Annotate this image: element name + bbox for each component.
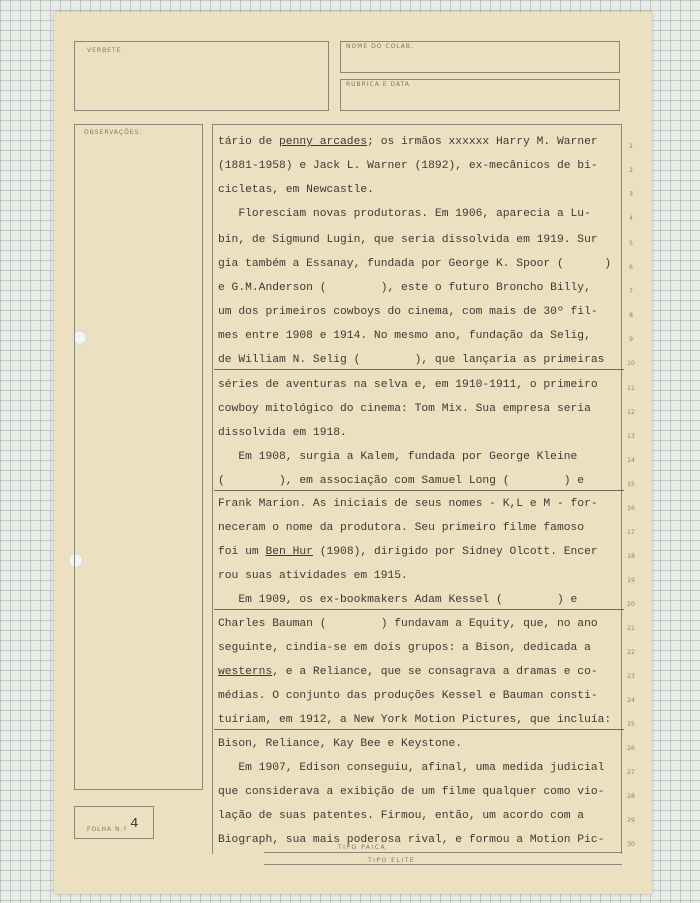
typed-line-22: seguinte, cindia-se em dois grupos: a Bison, dedicada a [218,642,591,654]
typed-line-6: gia também a Essanay, fundada por George K. Spoor ( ) [218,258,612,270]
typed-line-16: Frank Marion. As iniciais de seus nomes - K,L e M - for- [218,498,598,510]
line-number: 7 [629,288,633,295]
line-number: 26 [627,745,635,752]
rubrica-data-label: RUBRICA E DATA [346,81,410,88]
line-number: 25 [627,721,635,728]
typed-line-25: tuíriam, em 1912, a New York Motion Pictures, que incluía: [218,714,612,726]
line-number: 3 [629,191,633,198]
line-number: 6 [629,264,633,271]
typed-line-7: e G.M.Anderson ( ), este o futuro Broncho Billy, [218,282,591,294]
line-number: 12 [627,409,635,416]
line-number: 20 [627,601,635,608]
line-number: 4 [629,215,633,222]
typed-line-10: de William N. Selig ( ), que lançaria as primeiras [218,354,605,366]
typed-line-2: (1881-1958) e Jack L. Warner (1892), ex-mecânicos de bi- [218,160,598,172]
typed-line-14: Em 1908, surgia a Kalem, fundada por George Kleine [218,451,578,463]
nome-colab-label: NOME DO COLAB. [346,43,414,50]
text-top-line [212,124,622,125]
line-number: 15 [627,481,635,488]
line-number: 21 [627,625,635,632]
tipo-elite-label: TIPO ELITE [368,857,416,864]
line-number: 11 [627,385,635,392]
line-number: 18 [627,553,635,560]
text-right-margin-line [621,124,622,854]
footer-line-paica [264,852,622,853]
typed-line-1: tário de penny arcades; os irmãos xxxxxx Harry M. Warner [218,136,598,148]
typed-line-21: Charles Bauman ( ) fundavam a Equity, que, no ano [218,618,598,630]
line-number: 28 [627,793,635,800]
typed-line-19: rou suas atividades em 1915. [218,570,408,582]
line-number: 1 [629,143,633,150]
line-number: 8 [629,312,633,319]
typed-line-29: lação de suas patentes. Firmou, então, um acordo com a [218,810,585,822]
text-left-margin-line [212,124,213,854]
observacoes-box[interactable] [74,124,203,790]
typed-line-12: cowboy mitológico do cinema: Tom Mix. Sua empresa seria [218,403,591,415]
line-number: 14 [627,457,635,464]
typed-line-18: foi um Ben Hur (1908), dirigido por Sidney Olcott. Encer [218,546,598,558]
line-number: 9 [629,336,633,343]
line-number: 5 [629,240,633,247]
tipo-paica-label: TIPO PAICA [338,844,387,851]
line-number: 23 [627,673,635,680]
typed-line-8: um dos primeiros cowboys do cinema, com mais de 30º fil- [218,306,598,318]
folha-label: FOLHA N.º [87,826,128,833]
typed-line-17: neceram o nome da produtora. Seu primeiro filme famoso [218,522,585,534]
typed-line-20: Em 1909, os ex-bookmakers Adam Kessel ( ) e [218,594,578,606]
typed-separator [214,490,624,491]
observacoes-label: OBSERVAÇÕES: [84,129,143,136]
folha-box [74,806,154,839]
verbete-label: VERBETE [87,47,122,54]
line-number: 22 [627,649,635,656]
typed-separator [214,609,624,610]
line-number: 16 [627,505,635,512]
line-number: 30 [627,841,635,848]
typed-line-26: Bison, Reliance, Kay Bee e Keystone. [218,738,463,750]
line-number: 17 [627,529,635,536]
line-number: 13 [627,433,635,440]
typed-line-27: Em 1907, Edison conseguiu, afinal, uma medida judicial [218,762,605,774]
line-number: 24 [627,697,635,704]
footer-line-elite [264,864,622,865]
typed-line-23: westerns, e a Reliance, que se consagrava a dramas e co- [218,666,598,678]
typed-line-11: séries de aventuras na selva e, em 1910-1911, o primeiro [218,379,598,391]
line-number: 27 [627,769,635,776]
typed-line-15: ( ), em associação com Samuel Long ( ) e [218,475,585,487]
line-number: 2 [629,167,633,174]
typed-separator [214,729,624,730]
folha-number: 4 [130,816,139,832]
typed-line-13: dissolvida em 1918. [218,427,347,439]
typed-separator [214,369,624,370]
typed-line-4: Floresciam novas produtoras. Em 1906, aparecia a Lu- [218,208,591,220]
line-number: 10 [627,360,635,367]
typed-line-24: médias. O conjunto das produções Kessel e Bauman consti- [218,690,598,702]
line-number: 29 [627,817,635,824]
typed-line-30: Biograph, sua mais poderosa rival, e formou a Motion Pic- [218,834,605,846]
typed-line-5: bin, de Sigmund Lugin, que seria dissolvida em 1919. Sur [218,234,598,246]
typed-line-3: cicletas, em Newcastle. [218,184,374,196]
typed-line-9: mes entre 1908 e 1914. No mesmo ano, fundação da Selig, [218,330,591,342]
typed-line-28: que considerava a exibição de um filme qualquer como vio- [218,786,605,798]
line-number: 19 [627,577,635,584]
